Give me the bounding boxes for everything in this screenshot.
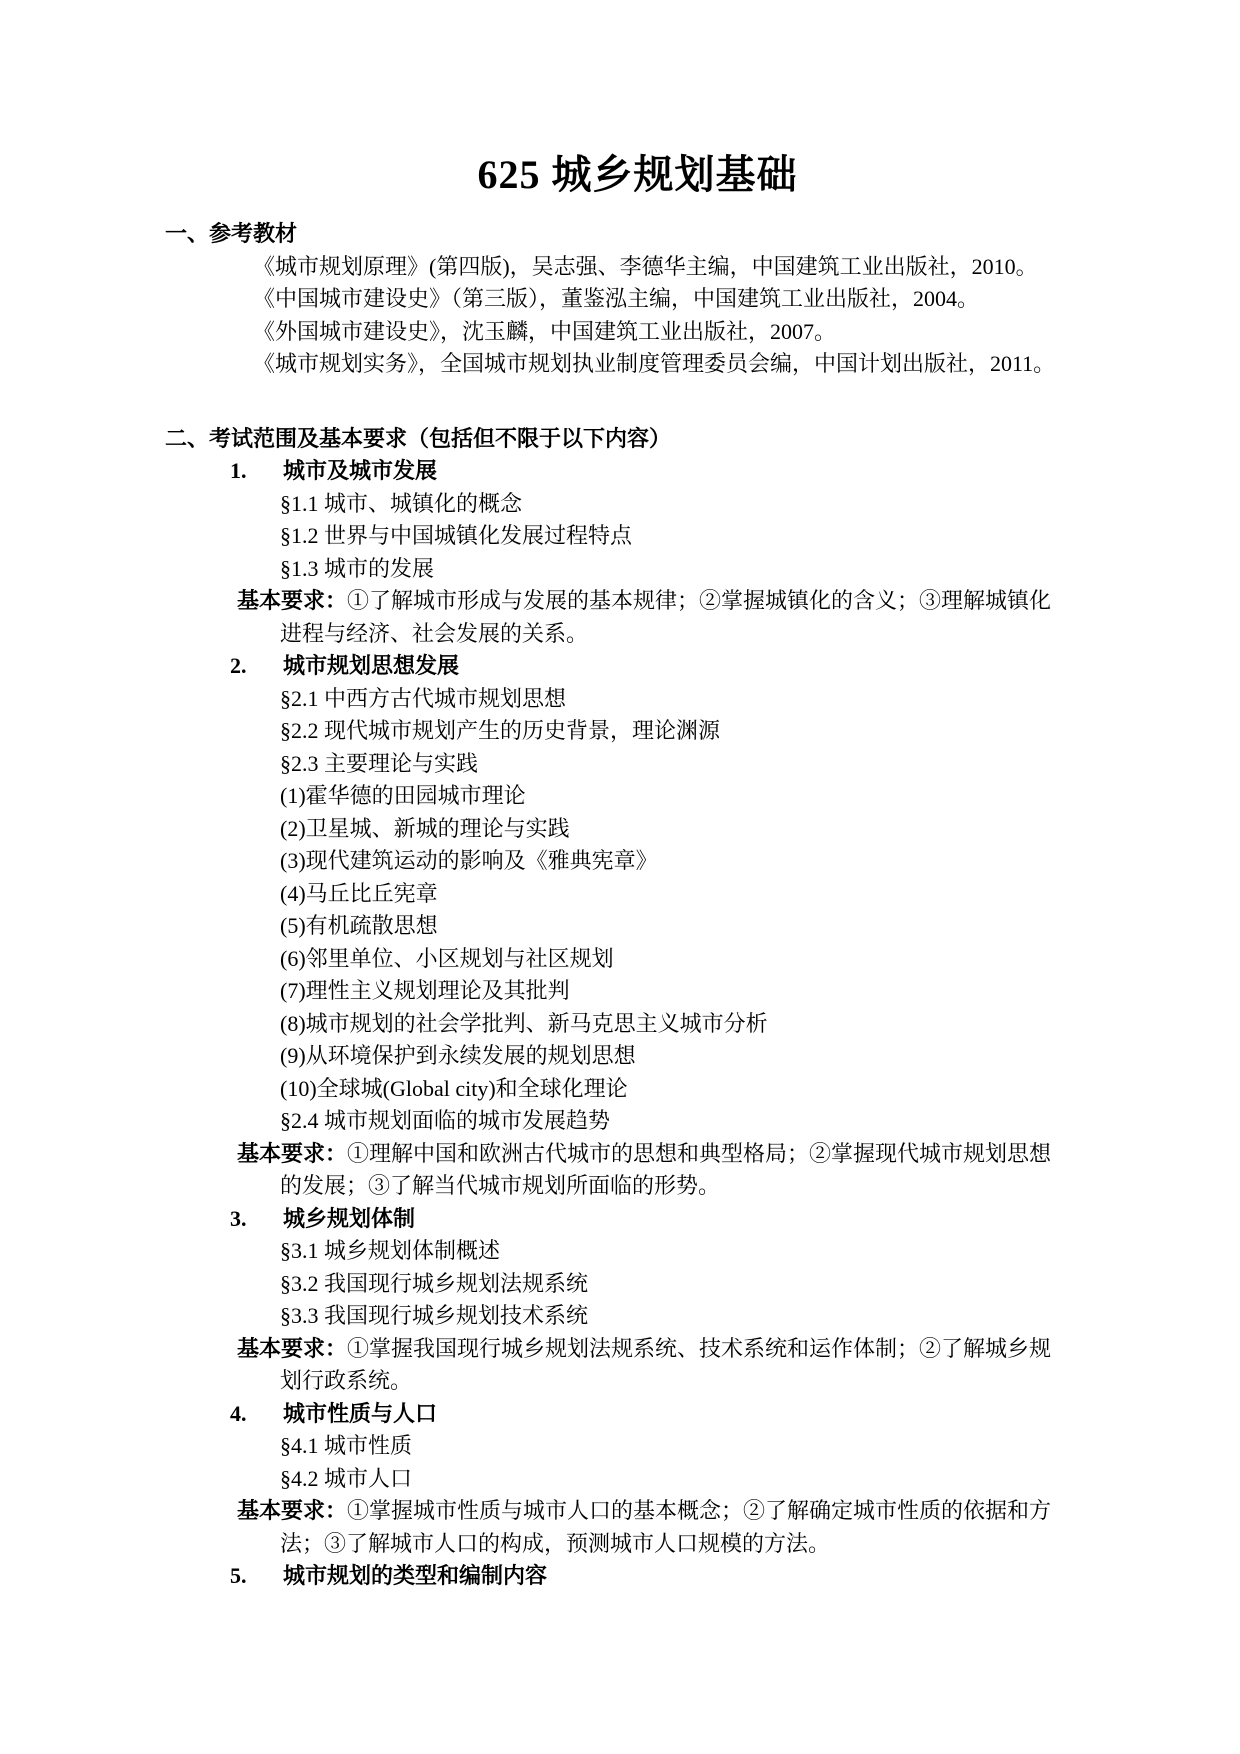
requirement-text: ①了解城市形成与发展的基本规律；②掌握城镇化的含义；③理解城镇化 xyxy=(347,588,1052,613)
document-title: 625 城乡规划基础 xyxy=(477,152,798,197)
sub-item: (1)霍华德的田园城市理论 xyxy=(280,783,526,808)
topic-number: 4. xyxy=(230,1400,247,1426)
topic-number: 5. xyxy=(230,1563,247,1588)
topic-title: 城乡规划体制 xyxy=(283,1205,416,1231)
sub-item: §3.2 我国现行城乡规划法规系统 xyxy=(280,1270,589,1296)
section-label: 一、 xyxy=(165,221,210,246)
requirement-text: ①掌握我国现行城乡规划法规系统、技术系统和运作体制；②了解城乡规 xyxy=(347,1335,1052,1361)
requirement xyxy=(165,1138,1110,1203)
reference-item: 《外国城市建设史》，沈玉麟，中国建筑工业出版社，2007。 xyxy=(253,318,837,344)
reference-item: 《城市规划实务》，全国城市规划执业制度管理委员会编，中国计划出版社，2011。 xyxy=(253,351,1056,376)
topic-number: 1. xyxy=(230,458,247,483)
requirement-label: 基本要求： xyxy=(237,588,348,613)
requirement-label: 基本要求： xyxy=(237,1498,348,1523)
sub-item: (4)马丘比丘宪章 xyxy=(280,880,438,906)
section-heading xyxy=(165,218,1110,251)
requirement-line xyxy=(237,1495,1110,1528)
sub-item: §2.1 中西方古代城市规划思想 xyxy=(280,685,567,711)
sub-item: (7)理性主义规划理论及其批判 xyxy=(280,978,570,1003)
requirement-continuation: 的发展；③了解当代城市规划所面临的形势。 xyxy=(280,1173,721,1198)
section-1 xyxy=(165,218,1110,381)
topic-number: 2. xyxy=(230,653,247,678)
requirement xyxy=(165,585,1110,650)
topic-heading xyxy=(230,650,1110,683)
topic-title: 城市性质与人口 xyxy=(283,1400,438,1426)
topic-title: 城市规划思想发展 xyxy=(283,653,460,678)
section-label: 二、 xyxy=(165,425,210,451)
sub-item: §4.2 城市人口 xyxy=(280,1465,413,1491)
reference-item: 《城市规划原理》(第四版)，吴志强、李德华主编，中国建筑工业出版社，2010。 xyxy=(253,253,1038,279)
topic-number: 3. xyxy=(230,1205,247,1231)
sub-item: §1.1 城市、城镇化的概念 xyxy=(280,490,523,516)
section-heading xyxy=(165,423,1110,456)
sub-item: (3)现代建筑运动的影响及《雅典宪章》 xyxy=(280,848,658,873)
reference-item: 《中国城市建设史》（第三版），董鉴泓主编，中国建筑工业出版社，2004。 xyxy=(253,286,980,311)
sub-item: §1.3 城市的发展 xyxy=(280,555,435,581)
sub-item: §4.1 城市性质 xyxy=(280,1433,413,1458)
topic-heading xyxy=(230,1560,1110,1593)
requirement-text: ①理解中国和欧洲古代城市的思想和典型格局；②掌握现代城市规划思想 xyxy=(347,1140,1052,1166)
section-heading-text: 考试范围及基本要求（包括但不限于以下内容） xyxy=(209,425,672,451)
sub-item: §2.4 城市规划面临的城市发展趋势 xyxy=(280,1108,611,1133)
topic-heading xyxy=(230,1398,1110,1431)
sub-item: (8)城市规划的社会学批判、新马克思主义城市分析 xyxy=(280,1010,768,1036)
requirement-label: 基本要求： xyxy=(237,1335,348,1361)
sub-item: (2)卫星城、新城的理论与实践 xyxy=(280,815,570,841)
requirement-line xyxy=(237,1333,1110,1366)
section-heading-text: 参考教材 xyxy=(209,221,298,246)
sub-item: §3.1 城乡规划体制概述 xyxy=(280,1238,501,1263)
requirement xyxy=(165,1333,1110,1398)
requirement-line xyxy=(237,1138,1110,1171)
requirement-continuation: 划行政系统。 xyxy=(280,1368,413,1393)
topic-heading xyxy=(230,1203,1110,1236)
sub-item: (6)邻里单位、小区规划与社区规划 xyxy=(280,945,614,971)
requirement-continuation: 法；③了解城市人口的构成，预测城市人口规模的方法。 xyxy=(280,1530,831,1556)
requirement-continuation: 进程与经济、社会发展的关系。 xyxy=(280,620,589,646)
topic-heading xyxy=(230,455,1110,488)
topic-title: 城市规划的类型和编制内容 xyxy=(283,1563,548,1588)
requirement-text: ①掌握城市性质与城市人口的基本概念；②了解确定城市性质的依据和方 xyxy=(347,1498,1052,1523)
requirement xyxy=(165,1495,1110,1560)
requirement-label: 基本要求： xyxy=(237,1140,348,1166)
sub-item: §3.3 我国现行城乡规划技术系统 xyxy=(280,1303,589,1328)
requirement-line xyxy=(237,585,1110,618)
section-2 xyxy=(165,423,1110,1593)
sub-item: §2.2 现代城市规划产生的历史背景，理论渊源 xyxy=(280,718,721,743)
document-body xyxy=(165,218,1110,1593)
topic-title: 城市及城市发展 xyxy=(283,458,438,483)
sub-item: §2.3 主要理论与实践 xyxy=(280,750,479,776)
sub-item: (9)从环境保护到永续发展的规划思想 xyxy=(280,1043,636,1068)
sub-item: §1.2 世界与中国城镇化发展过程特点 xyxy=(280,523,633,548)
sub-item: (5)有机疏散思想 xyxy=(280,913,438,938)
sub-item: (10)全球城(Global city)和全球化理论 xyxy=(280,1075,628,1101)
